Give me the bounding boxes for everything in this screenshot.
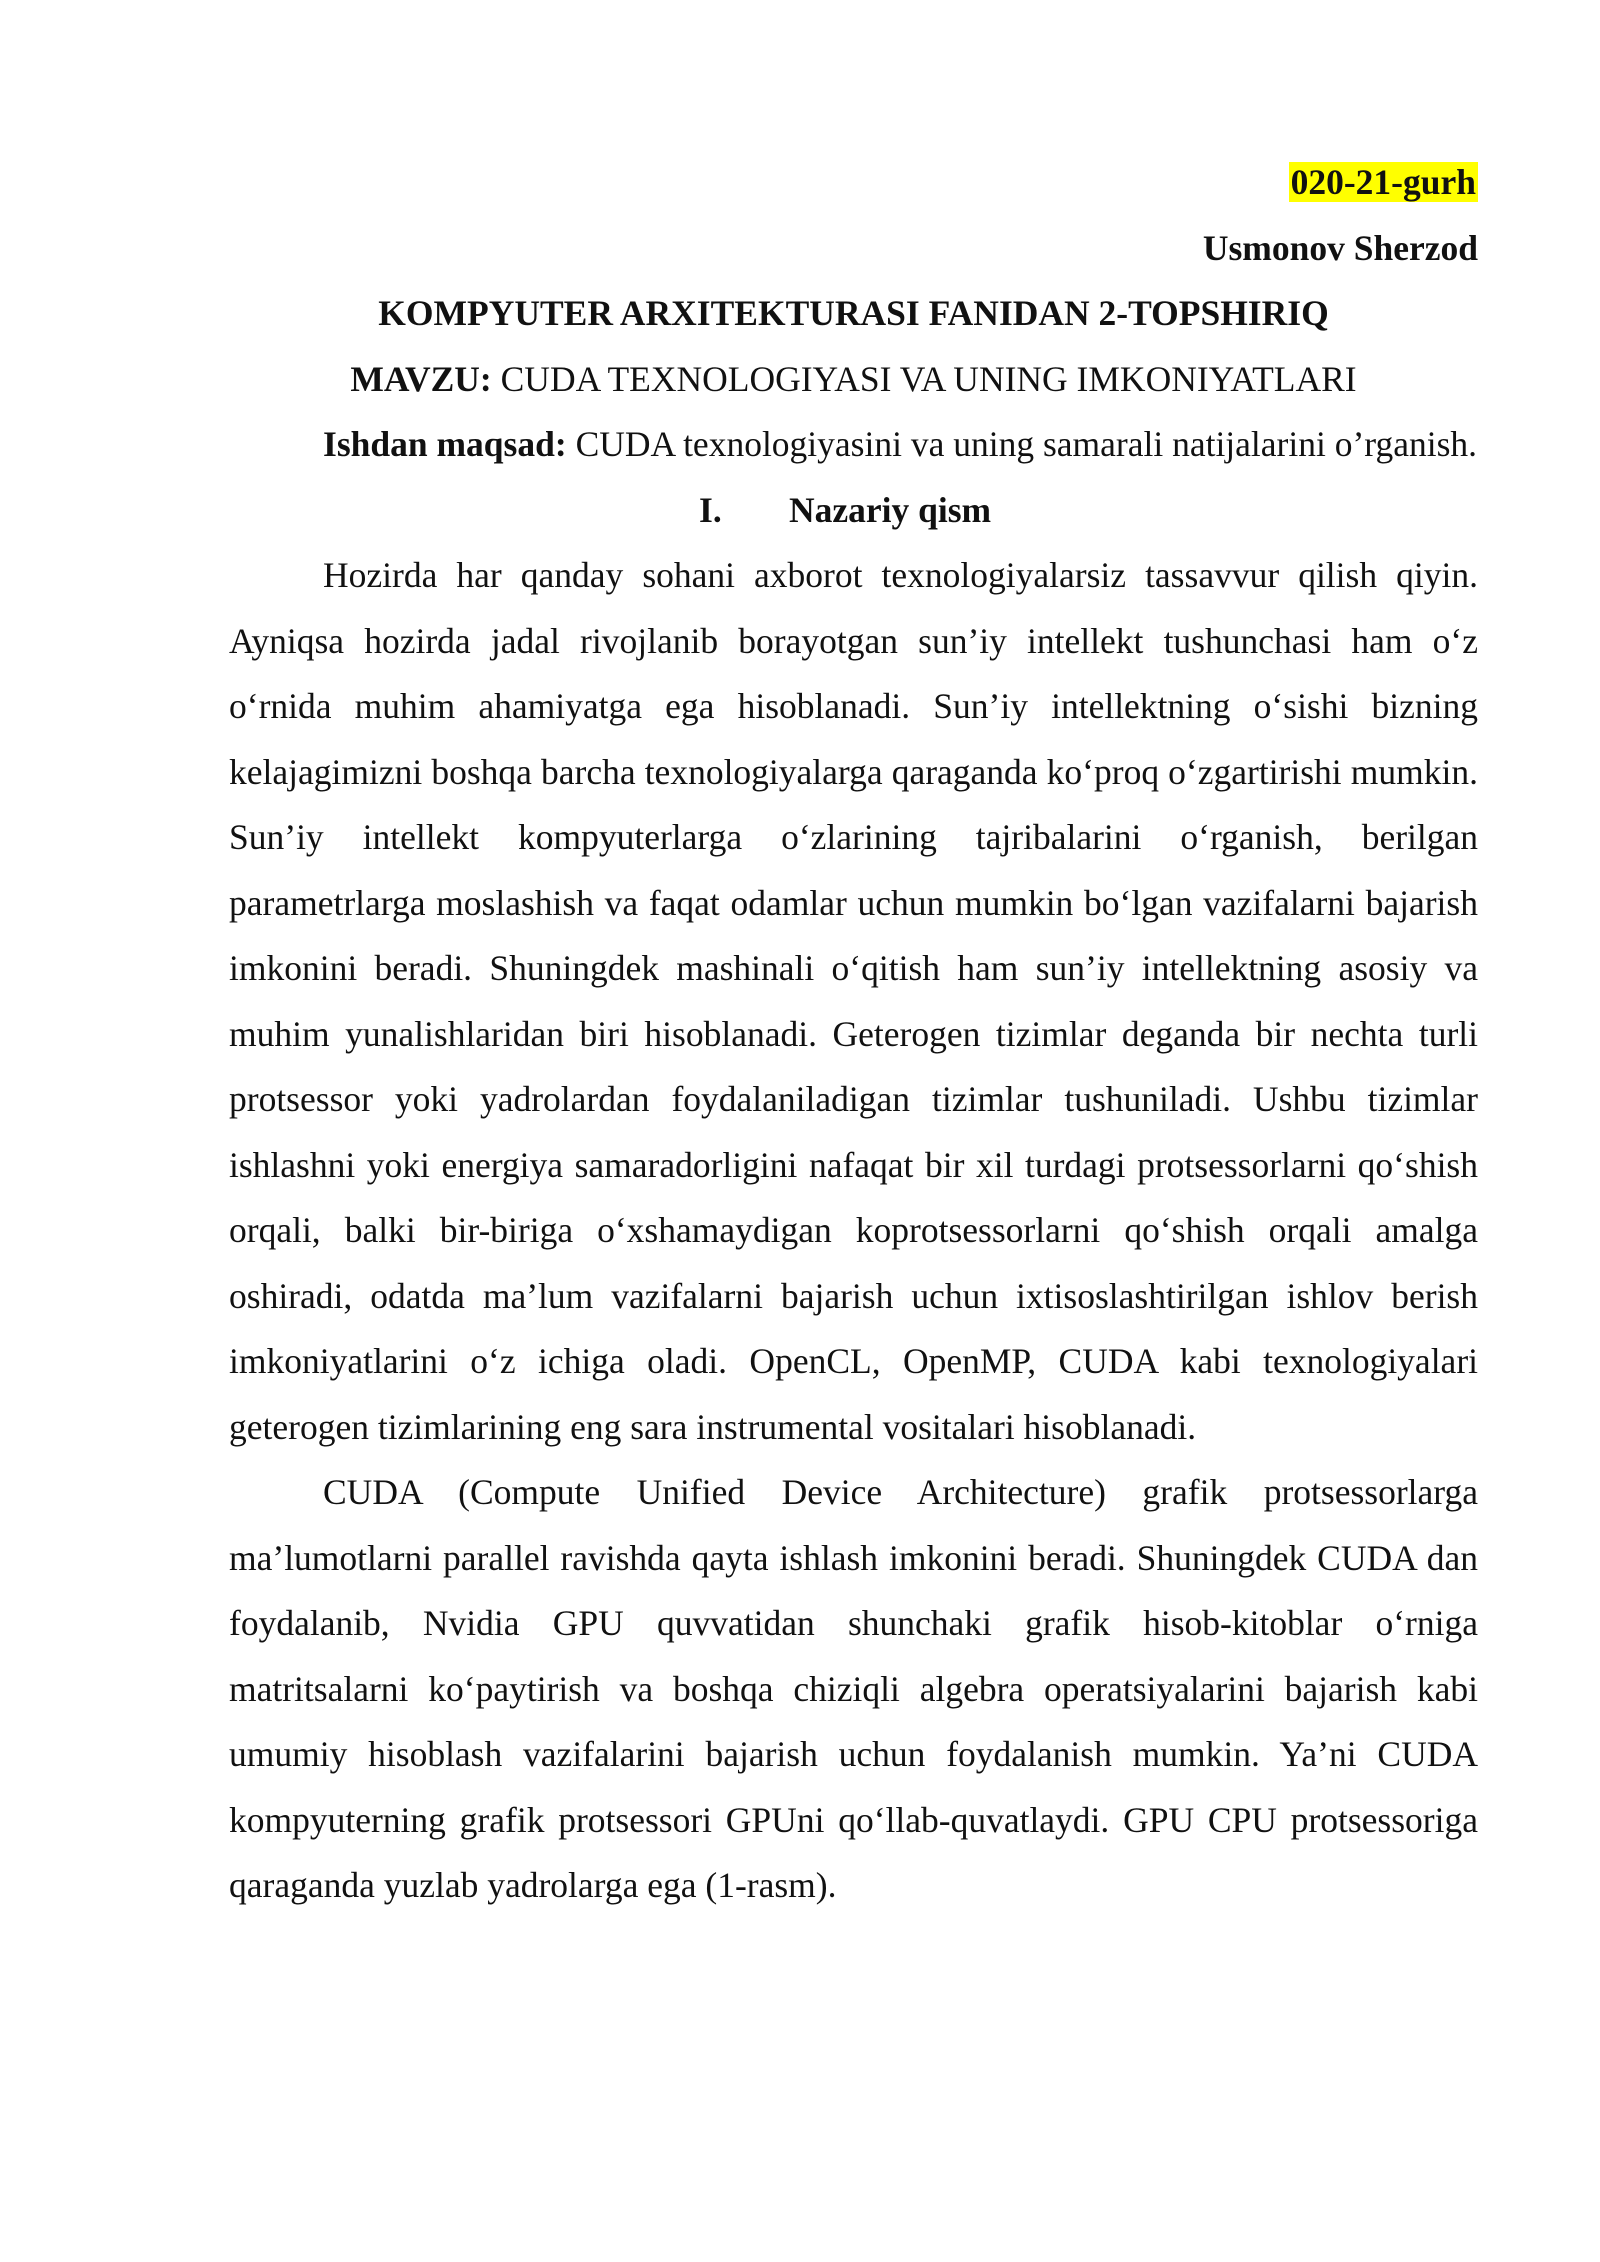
- topic-label: MAVZU:: [350, 358, 492, 399]
- aim-text: CUDA texnologiyasini va uning samarali natijalarini o’rganish.: [575, 424, 1478, 464]
- section-title: Nazariy qism: [789, 489, 992, 530]
- body-paragraph: CUDA (Compute Unified Device Architecture) grafik protsessorlarga ma’lumotlarni parallel ravishda qayta ishlash imkonini beradi. Shuningdek CUDA dan foydalanib, Nvidia GPU quvvatidan shunchaki grafik hisob-kitoblar o‘rniga matritsalarni ko‘paytirish va boshqa chiziqli algebra operatsiyalarini bajarish kabi umumiy hisoblash vazifalarini bajarish uchun foydalanish mumkin. Ya’ni CUDA kompyuterning grafik protsessori GPUni qo‘llab-quvatlaydi. GPU CPU protsessoriga qaraganda yuzlab yadrolarga ega (1-rasm).: [229, 1472, 1478, 1905]
- group-code: 020-21-gurh: [1290, 162, 1476, 202]
- aim-label: Ishdan maqsad:: [323, 424, 567, 464]
- topic-line: [229, 347, 1478, 413]
- group-line: [229, 150, 1478, 216]
- aim-paragraph: [229, 412, 1478, 478]
- body-paragraph: Hozirda har qanday sohani axborot texnologiyalarsiz tassavvur qilish qiyin. Ayniqsa hozirda jadal rivojlanib borayotgan sun’iy intellekt tushunchasi ham o‘z o‘rnida muhim ahamiyatga ega hisoblanadi. Sun’iy intellektning o‘sishi bizning kelajagimizni boshqa barcha texnologiyalarga qaraganda ko‘proq o‘zgartirishi mumkin. Sun’iy intellekt kompyuterlarga o‘zlarining tajribalarini o‘rganish, berilgan parametrlarga moslashish va faqat odamlar uchun mumkin bo‘lgan vazifalarni bajarish imkonini beradi. Shuningdek mashinali o‘qitish ham sun’iy intellektning asosiy va muhim yunalishlaridan biri hisoblanadi. Geterogen tizimlar deganda bir nechta turli protsessor yoki yadrolardan foydalaniladigan tizimlar tushuniladi. Ushbu tizimlar ishlashni yoki energiya samaradorligini nafaqat bir xil turdagi protsessorlarni qo‘shish orqali, balki bir-biriga o‘xshamaydigan koprotsessorlarni qo‘shish orqali amalga oshiradi, odatda ma’lum vazifalarni bajarish uchun ixtisoslashtirilgan ishlov berish imkoniyatlarini o‘z ichiga oladi. OpenCL, OpenMP, CUDA kabi texnologiyalari geterogen tizimlarining eng sara instrumental vositalari hisoblanadi.: [229, 555, 1478, 1447]
- author-name: Usmonov Sherzod: [1202, 227, 1478, 268]
- topic-text: CUDA TEXNOLOGIYASI VA UNING IMKONIYATLARI: [500, 358, 1357, 399]
- document-body: [229, 150, 1478, 1919]
- section-heading: [229, 478, 1478, 544]
- document-title: KOMPYUTER ARXITEKTURASI FANIDAN 2-TOPSHIRIQ: [378, 293, 1329, 333]
- section-number: I.: [699, 489, 722, 530]
